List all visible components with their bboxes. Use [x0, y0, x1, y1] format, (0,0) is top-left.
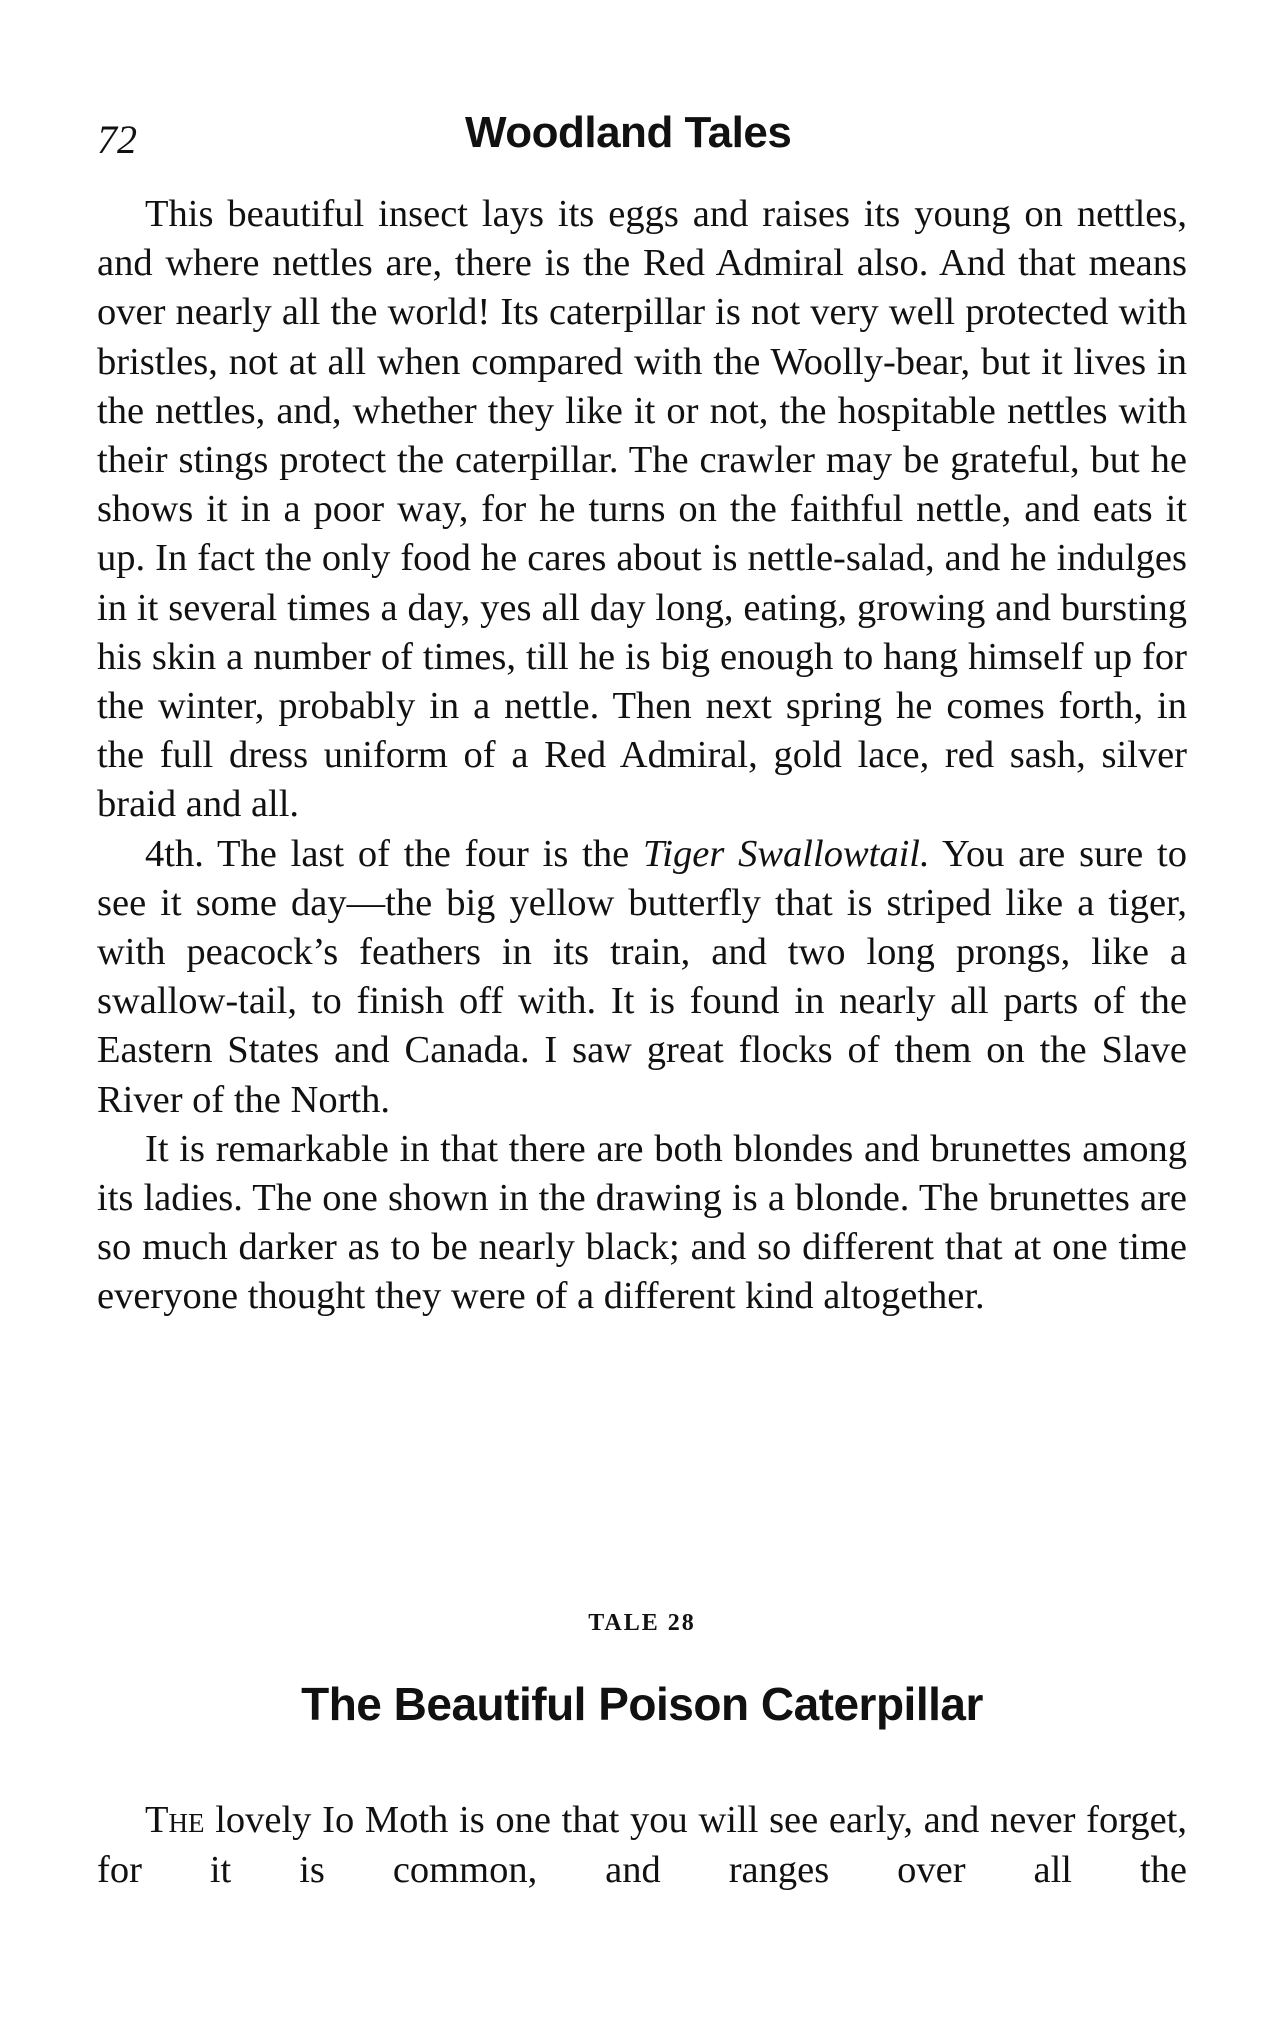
paragraph-red-admiral: This beautiful insect lays its eggs and raises its young on nettles, and where nettles are, there is the Red Admiral also. And that means over nearly all the world! Its caterpillar is not very well protected with bristles, not at all when compared with the Woolly-bear, but it lives in the nettles, and, whether they like it or not, the hospitable nettles with their stings protect the caterpillar. The crawler may be grateful, but he shows it in a poor way, for he turns on the faithful nettle, and eats it up. In fact the only food he cares about is nettle-salad, and he indulges in it several times a day, yes all day long, eating, growing and bursting his skin a number of times, till he is big enough to hang himself up for the winter, probably in a nettle. Then next spring he comes forth, in the full dress uniform of a Red Admiral, gold lace, red sash, silver braid and all. [97, 193, 1187, 826]
tale-title: The Beautiful Poison Caterpillar [301, 1678, 983, 1730]
page-header [97, 108, 1187, 168]
running-title: Woodland Tales [465, 108, 792, 157]
species-name: Tiger Swallowtail. [643, 832, 930, 875]
page-number: 72 [97, 117, 137, 162]
paragraph-io-moth [97, 1795, 1187, 1895]
tiger-lead-text: 4th. The last of the four is the [145, 832, 643, 875]
tale-opening-text [97, 1795, 1187, 1895]
opening-rest-text: lovely Io Moth is one that you will see early, and never forget, for it is common, and ranges over all the [97, 1799, 1187, 1891]
paragraph-blondes-brunettes: It is remarkable in that there are both blondes and brunettes among its ladies. The one shown in the drawing is a blonde. The brunettes are so much darker as to be nearly black; and so different that at one time everyone thought they were of a different kind altogether. [97, 1127, 1187, 1318]
body-text [97, 190, 1187, 1322]
tiger-rest-text: You are sure to see it some day—the big yellow butterfly that is striped like a tiger, with peacock’s feathers in its train, and two long prongs, like a swallow-tail, to finish off with. It is found in nearly all parts of the Eastern States and Canada. I saw great flocks of them on the Slave River of the North. [97, 832, 1188, 1121]
tale-number-heading: TALE 28 [588, 1610, 696, 1636]
opening-word: The [145, 1799, 205, 1841]
paragraph-tiger-swallowtail [97, 830, 1187, 1125]
